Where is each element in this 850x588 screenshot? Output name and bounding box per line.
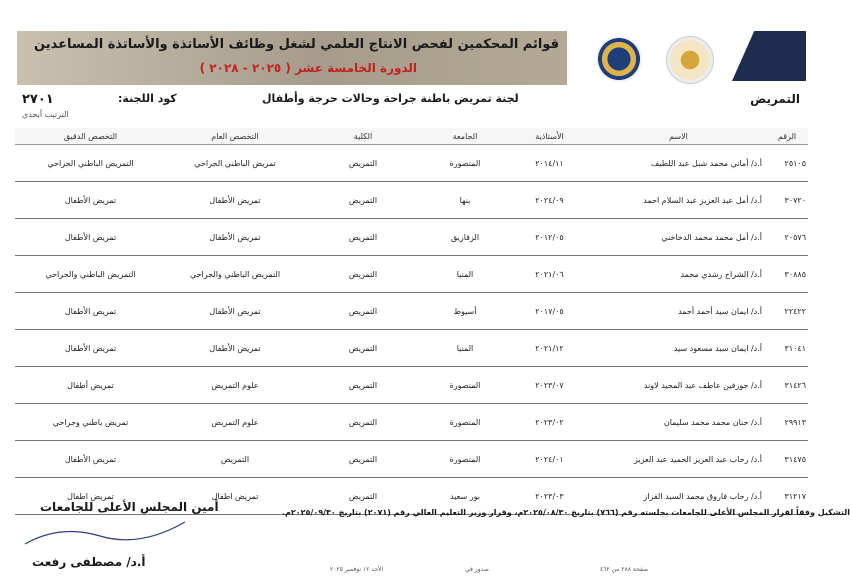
cell-code: ٣١٢١٧ xyxy=(766,478,808,515)
sort-note: الترتيب أبجدي xyxy=(22,110,69,119)
cell-name xyxy=(591,404,766,441)
cell-fine-specialty: تمريض الأطفال xyxy=(15,182,166,219)
cell-professorship: ٢٠١٧/٠٥ xyxy=(508,293,591,330)
cell-faculty: التمريض xyxy=(304,293,422,330)
cell-name xyxy=(591,145,766,182)
cell-person-name: أمل محمد محمد الدخاخني xyxy=(661,232,749,242)
cell-name xyxy=(591,293,766,330)
cell-fine-specialty: تمريض الأطفال xyxy=(15,219,166,256)
signature-scribble xyxy=(20,514,190,554)
table-row xyxy=(15,256,808,293)
page-subtitle: الدورة الخامسة عشر ( ٢٠٢٥ - ٢٠٢٨ ) xyxy=(199,61,417,75)
cell-university: المنيا xyxy=(422,256,508,293)
cell-professorship: ٢٠٢١/١٢ xyxy=(508,330,591,367)
cell-fine-specialty: التمريض الباطني والجراحي xyxy=(15,256,166,293)
cell-name xyxy=(591,330,766,367)
header-banner xyxy=(17,31,567,85)
cell-title: أ.د/ xyxy=(750,454,762,464)
cell-name xyxy=(591,256,766,293)
cell-person-name: أمل عبد العزيز عبد السلام احمد xyxy=(643,195,749,205)
cell-title: أ.د/ xyxy=(750,380,762,390)
excellence-logo xyxy=(596,36,642,82)
committee-name: لجنة تمريض باطنة جراحة وحالات حرجة وأطفال xyxy=(262,92,519,105)
cell-general-specialty: تمريض الأطفال xyxy=(166,219,304,256)
cell-fine-specialty: تمريض الأطفال xyxy=(15,441,166,478)
cell-faculty: التمريض xyxy=(304,404,422,441)
col-header-name: الاسم xyxy=(591,128,766,145)
cell-general-specialty: تمريض الباطني الجراحي xyxy=(166,145,304,182)
cell-faculty: التمريض xyxy=(304,256,422,293)
footer-doc: صدور في xyxy=(465,566,489,573)
cell-general-specialty: تمريض اطفال xyxy=(166,478,304,515)
table-row xyxy=(15,182,808,219)
cell-code: ٣١٠٤١ xyxy=(766,330,808,367)
table-row xyxy=(15,404,808,441)
table-row xyxy=(15,293,808,330)
col-header-number: الرقم xyxy=(766,128,808,145)
cell-fine-specialty: تمريض الأطفال xyxy=(15,293,166,330)
col-header-faculty: الكلية xyxy=(304,128,422,145)
corner-decoration xyxy=(732,31,806,81)
cell-title: أ.د/ xyxy=(750,417,762,427)
section-label: التمريض xyxy=(750,92,800,106)
decree-note: التشكيل وفقاً لقرار المجلس الأعلى للجامعات بجلسته رقم (٧٦٦) بتاريخ ٢٠٢٥/٠٨/٣٠م، وقرار وزير التعليم العالي رقم (٢٠٧١) بتاريخ ٢٠٢٥/٠٩/٣٠م. xyxy=(282,508,850,517)
signer-role: أمين المجلس الأعلى للجامعات xyxy=(40,500,219,514)
cell-university: أسيوط xyxy=(422,293,508,330)
cell-fine-specialty: التمريض الباطني الجراحي xyxy=(15,145,166,182)
cell-university: بنها xyxy=(422,182,508,219)
cell-name xyxy=(591,219,766,256)
cell-university: المنصورة xyxy=(422,367,508,404)
cell-university: بور سعيد xyxy=(422,478,508,515)
col-header-professorship: الأستاذية xyxy=(508,128,591,145)
cell-general-specialty: علوم التمريض xyxy=(166,367,304,404)
cell-faculty: التمريض xyxy=(304,219,422,256)
footer-page: صفحة ٢٨٨ من ٤٦٢ xyxy=(600,566,649,573)
cell-person-name: رحاب فاروق محمد السيد القزاز xyxy=(643,491,749,501)
cell-university: المنصورة xyxy=(422,404,508,441)
table-row xyxy=(15,441,808,478)
cell-code: ٣٠٨٨٥ xyxy=(766,256,808,293)
cell-title: أ.د/ xyxy=(750,269,762,279)
cell-general-specialty: تمريض الأطفال xyxy=(166,182,304,219)
cell-code: ٢٢٤٢٢ xyxy=(766,293,808,330)
cell-general-specialty: التمريض xyxy=(166,441,304,478)
footer-date: الأحد ١٢ نوفمبر ٢٠٢٥ xyxy=(330,566,384,573)
cell-fine-specialty: تمريض باطني وجراحي xyxy=(15,404,166,441)
cell-professorship: ٢٠٢١/٠٦ xyxy=(508,256,591,293)
cell-person-name: ايمان سيد أحمد أحمد xyxy=(678,306,749,316)
page-title: قوائم المحكمين لفحص الانتاج العلمي لشغل وظائف الأساتذة والأساتذة المساعدين xyxy=(34,37,559,52)
cell-general-specialty: التمريض الباطني والجراحي xyxy=(166,256,304,293)
col-header-specialty: التخصص الدقيق xyxy=(15,128,166,145)
egypt-eagle-logo xyxy=(666,36,714,84)
cell-person-name: الشراح رشدي محمد xyxy=(680,269,749,279)
cell-fine-specialty: تمريض أطفال xyxy=(15,367,166,404)
committee-code-label: كود اللجنة: xyxy=(118,92,177,105)
cell-faculty: التمريض xyxy=(304,182,422,219)
cell-general-specialty: تمريض الأطفال xyxy=(166,330,304,367)
cell-title: أ.د/ xyxy=(750,491,762,501)
cell-professorship: ٢٠١٤/١١ xyxy=(508,145,591,182)
col-header-general: التخصص العام xyxy=(166,128,304,145)
cell-title: أ.د/ xyxy=(750,158,762,168)
cell-title: أ.د/ xyxy=(750,195,762,205)
cell-professorship: ٢٠١٢/٠٥ xyxy=(508,219,591,256)
cell-university: المنصورة xyxy=(422,441,508,478)
cell-code: ٣٠٧٢٠ xyxy=(766,182,808,219)
cell-professorship: ٢٠٢٣/٠٣ xyxy=(508,478,591,515)
cell-general-specialty: علوم التمريض xyxy=(166,404,304,441)
cell-title: أ.د/ xyxy=(750,232,762,242)
cell-title: أ.د/ xyxy=(750,306,762,316)
cell-professorship: ٢٠٢٤/٠١ xyxy=(508,441,591,478)
table-row xyxy=(15,145,808,182)
cell-faculty: التمريض xyxy=(304,330,422,367)
cell-code: ٢٠٥٧٦ xyxy=(766,219,808,256)
cell-code: ٣١٤٧٥ xyxy=(766,441,808,478)
cell-title: أ.د/ xyxy=(750,343,762,353)
cell-professorship: ٢٠٢٣/٠٧ xyxy=(508,367,591,404)
col-header-university: الجامعة xyxy=(422,128,508,145)
cell-faculty: التمريض xyxy=(304,441,422,478)
cell-professorship: ٢٠٢٣/٠٢ xyxy=(508,404,591,441)
cell-name xyxy=(591,441,766,478)
table-row xyxy=(15,367,808,404)
cell-faculty: التمريض xyxy=(304,478,422,515)
table-row xyxy=(15,219,808,256)
table-header-row xyxy=(15,128,808,145)
cell-person-name: ايمان سيد مسعود سيد xyxy=(673,343,749,353)
cell-name xyxy=(591,367,766,404)
cell-university: المنصورة xyxy=(422,145,508,182)
cell-faculty: التمريض xyxy=(304,145,422,182)
cell-general-specialty: تمريض الأطفال xyxy=(166,293,304,330)
cell-person-name: رحاب عبد العزيز الحميد عبد العزيز xyxy=(633,454,749,464)
cell-fine-specialty: تمريض الأطفال xyxy=(15,330,166,367)
cell-professorship: ٢٠٢٤/٠٩ xyxy=(508,182,591,219)
cell-university: الزقازيق xyxy=(422,219,508,256)
cell-code: ٢٩٩١٣ xyxy=(766,404,808,441)
arbitrators-table xyxy=(15,128,808,515)
committee-code-value: ٢٧٠١ xyxy=(22,92,54,107)
signer-name: أ.د/ مصطفى رفعت xyxy=(32,555,146,569)
cell-university: المنيا xyxy=(422,330,508,367)
cell-person-name: حنان محمد محمد سليمان xyxy=(663,417,749,427)
cell-person-name: أماني محمد شبل عبد اللطيف xyxy=(651,158,749,168)
table-row xyxy=(15,330,808,367)
cell-code: ٢٥١٠٥ xyxy=(766,145,808,182)
cell-code: ٣١٤٢٦ xyxy=(766,367,808,404)
cell-fine-specialty: تمريض اطفال xyxy=(15,478,166,515)
cell-faculty: التمريض xyxy=(304,367,422,404)
cell-name xyxy=(591,182,766,219)
cell-person-name: جوزفين عاطف عبد المجيد لاوند xyxy=(643,380,749,390)
